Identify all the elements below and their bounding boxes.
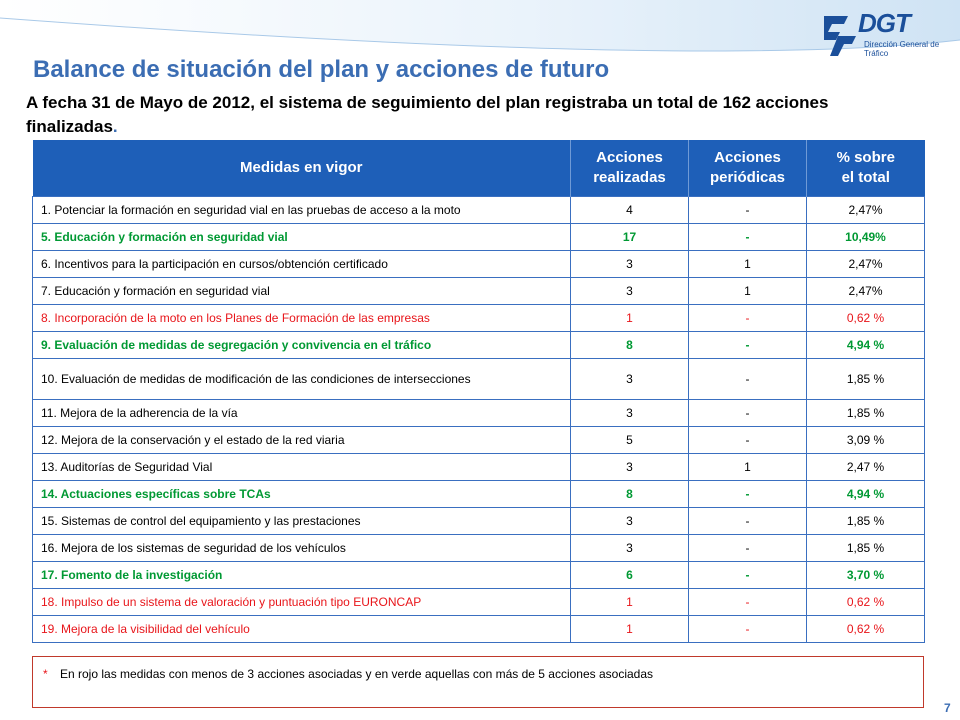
porcentaje-total: 2,47% bbox=[807, 251, 925, 278]
acciones-realizadas: 17 bbox=[571, 224, 689, 251]
measure-name: 15. Sistemas de control del equipamiento y las prestaciones bbox=[33, 508, 571, 535]
measure-name: 16. Mejora de los sistemas de seguridad de los vehículos bbox=[33, 535, 571, 562]
acciones-realizadas: 8 bbox=[571, 332, 689, 359]
porcentaje-total: 3,70 % bbox=[807, 562, 925, 589]
measure-name: 6. Incentivos para la participación en cursos/obtención certificado bbox=[33, 251, 571, 278]
acciones-realizadas: 3 bbox=[571, 278, 689, 305]
acciones-periodicas: - bbox=[689, 224, 807, 251]
acciones-realizadas: 3 bbox=[571, 454, 689, 481]
acciones-periodicas: - bbox=[689, 305, 807, 332]
measure-name: 1. Potenciar la formación en seguridad vial en las pruebas de acceso a la moto bbox=[33, 197, 571, 224]
header-realizadas bbox=[571, 140, 689, 197]
acciones-realizadas: 8 bbox=[571, 481, 689, 508]
table-row bbox=[33, 562, 925, 589]
header-periodicas-label: Acciones periódicas bbox=[709, 149, 786, 186]
acciones-realizadas: 1 bbox=[571, 305, 689, 332]
acciones-realizadas: 4 bbox=[571, 197, 689, 224]
table-row bbox=[33, 332, 925, 359]
measure-name: 8. Incorporación de la moto en los Planes de Formación de las empresas bbox=[33, 305, 571, 332]
page-number: 7 bbox=[944, 701, 951, 715]
intro-text bbox=[26, 91, 916, 139]
table-row bbox=[33, 481, 925, 508]
table-row bbox=[33, 535, 925, 562]
page-title: Balance de situación del plan y acciones de futuro bbox=[33, 56, 610, 83]
table-row bbox=[33, 400, 925, 427]
acciones-realizadas: 3 bbox=[571, 508, 689, 535]
measure-name: 9. Evaluación de medidas de segregación y convivencia en el tráfico bbox=[33, 332, 571, 359]
table-row bbox=[33, 508, 925, 535]
measure-name: 14. Actuaciones específicas sobre TCAs bbox=[33, 481, 571, 508]
logo-brand: DGT bbox=[858, 8, 910, 38]
acciones-realizadas: 6 bbox=[571, 562, 689, 589]
logo-subtitle: Dirección General de Tráfico bbox=[864, 40, 940, 58]
table-row bbox=[33, 427, 925, 454]
porcentaje-total: 2,47% bbox=[807, 197, 925, 224]
acciones-realizadas: 3 bbox=[571, 535, 689, 562]
header-porcentaje-label: % sobre el total bbox=[836, 149, 895, 186]
table-row bbox=[33, 251, 925, 278]
acciones-realizadas: 1 bbox=[571, 616, 689, 643]
table-row bbox=[33, 224, 925, 251]
intro-sentence: A fecha 31 de Mayo de 2012, el sistema de seguimiento del plan registraba un total de 162 acciones finalizadas bbox=[26, 93, 829, 136]
table-row bbox=[33, 359, 925, 400]
table-row bbox=[33, 305, 925, 332]
porcentaje-total: 2,47% bbox=[807, 278, 925, 305]
measure-name: 19. Mejora de la visibilidad del vehículo bbox=[33, 616, 571, 643]
table-row bbox=[33, 589, 925, 616]
acciones-realizadas: 3 bbox=[571, 251, 689, 278]
dgt-emblem-icon bbox=[818, 10, 860, 58]
note-marker: * bbox=[43, 667, 48, 681]
measure-name: 18. Impulso de un sistema de valoración y puntuación tipo EURONCAP bbox=[33, 589, 571, 616]
acciones-periodicas: - bbox=[689, 197, 807, 224]
measure-name: 17. Fomento de la investigación bbox=[33, 562, 571, 589]
acciones-periodicas: - bbox=[689, 427, 807, 454]
measure-name: 12. Mejora de la conservación y el estado de la red viaria bbox=[33, 427, 571, 454]
header-medidas: Medidas en vigor bbox=[33, 140, 571, 197]
porcentaje-total: 4,94 % bbox=[807, 481, 925, 508]
table-row bbox=[33, 278, 925, 305]
measure-name: 13. Auditorías de Seguridad Vial bbox=[33, 454, 571, 481]
acciones-periodicas: - bbox=[689, 332, 807, 359]
measures-table bbox=[32, 140, 925, 643]
porcentaje-total: 0,62 % bbox=[807, 616, 925, 643]
table-row bbox=[33, 197, 925, 224]
porcentaje-total: 4,94 % bbox=[807, 332, 925, 359]
acciones-periodicas: - bbox=[689, 562, 807, 589]
porcentaje-total: 1,85 % bbox=[807, 508, 925, 535]
acciones-periodicas: 1 bbox=[689, 454, 807, 481]
acciones-periodicas: - bbox=[689, 481, 807, 508]
intro-period: . bbox=[112, 117, 118, 136]
porcentaje-total: 10,49% bbox=[807, 224, 925, 251]
legend-note bbox=[32, 656, 924, 708]
acciones-periodicas: - bbox=[689, 535, 807, 562]
acciones-periodicas: 1 bbox=[689, 251, 807, 278]
porcentaje-total: 0,62 % bbox=[807, 589, 925, 616]
table-header-row bbox=[33, 140, 925, 197]
acciones-realizadas: 3 bbox=[571, 400, 689, 427]
header-periodicas bbox=[689, 140, 807, 197]
note-text: En rojo las medidas con menos de 3 acciones asociadas y en verde aquellas con más de 5 acciones asociadas bbox=[60, 667, 654, 681]
acciones-periodicas: - bbox=[689, 508, 807, 535]
acciones-realizadas: 5 bbox=[571, 427, 689, 454]
header-porcentaje bbox=[807, 140, 925, 197]
acciones-periodicas: 1 bbox=[689, 278, 807, 305]
dgt-logo bbox=[818, 2, 958, 64]
acciones-realizadas: 1 bbox=[571, 589, 689, 616]
porcentaje-total: 2,47 % bbox=[807, 454, 925, 481]
acciones-periodicas: - bbox=[689, 359, 807, 400]
acciones-periodicas: - bbox=[689, 400, 807, 427]
acciones-periodicas: - bbox=[689, 589, 807, 616]
measure-name: 7. Educación y formación en seguridad vial bbox=[33, 278, 571, 305]
porcentaje-total: 1,85 % bbox=[807, 400, 925, 427]
acciones-realizadas: 3 bbox=[571, 359, 689, 400]
table-row bbox=[33, 616, 925, 643]
acciones-periodicas: - bbox=[689, 616, 807, 643]
table-row bbox=[33, 454, 925, 481]
porcentaje-total: 1,85 % bbox=[807, 359, 925, 400]
porcentaje-total: 1,85 % bbox=[807, 535, 925, 562]
header-realizadas-label: Acciones realizadas bbox=[593, 149, 666, 186]
measure-name: 10. Evaluación de medidas de modificación de las condiciones de intersecciones bbox=[33, 359, 571, 400]
porcentaje-total: 3,09 % bbox=[807, 427, 925, 454]
porcentaje-total: 0,62 % bbox=[807, 305, 925, 332]
measure-name: 5. Educación y formación en seguridad vial bbox=[33, 224, 571, 251]
measure-name: 11. Mejora de la adherencia de la vía bbox=[33, 400, 571, 427]
